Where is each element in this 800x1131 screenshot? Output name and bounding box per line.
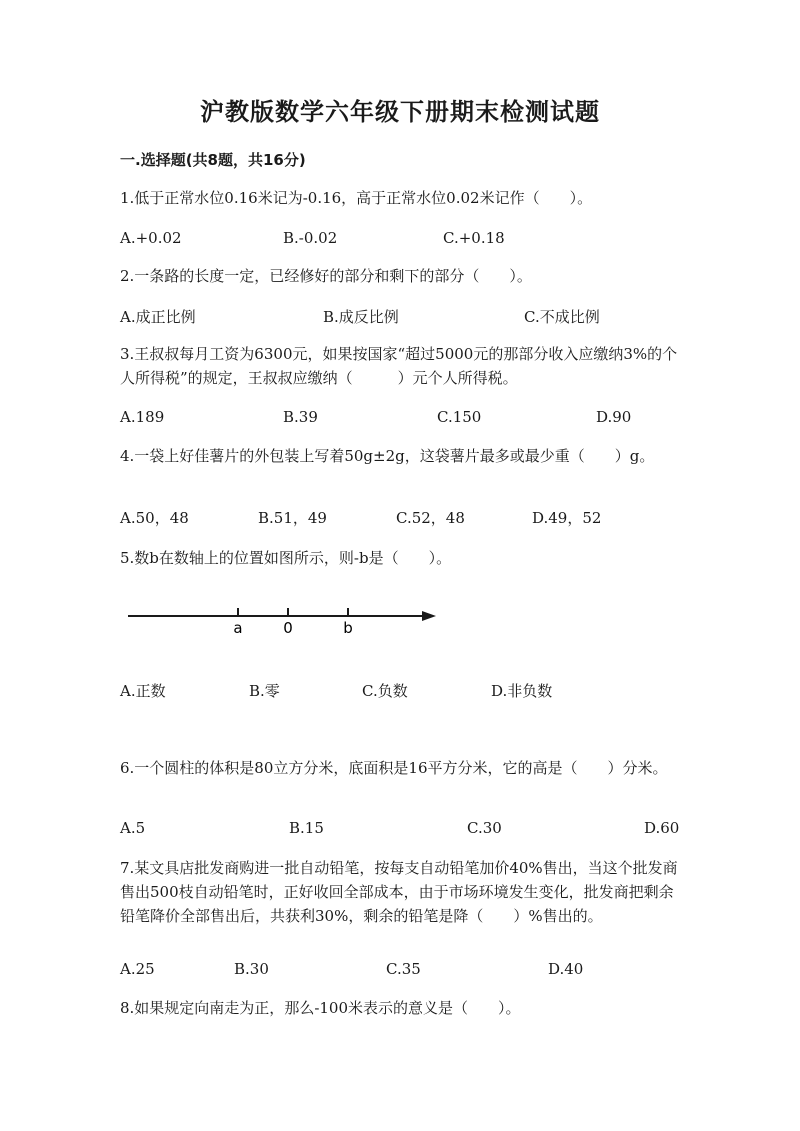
q6-option-a[interactable]: A.5 xyxy=(120,819,146,837)
q6-option-c[interactable]: C.30 xyxy=(467,819,502,837)
question-1: 1.低于正常水位0.16米记为-0.16，高于正常水位0.02米记作（ ）。 xyxy=(120,189,593,207)
q5-option-b[interactable]: B.零 xyxy=(249,682,280,700)
question-5: 5.数b在数轴上的位置如图所示，则-b是（ ）。 xyxy=(120,549,452,567)
q6-option-b[interactable]: B.15 xyxy=(289,819,324,837)
q3-option-c[interactable]: C.150 xyxy=(437,408,482,426)
q1-option-c[interactable]: C.+0.18 xyxy=(443,229,505,247)
number-line-figure xyxy=(120,598,450,640)
q7-option-a[interactable]: A.25 xyxy=(120,960,155,978)
q7-option-c[interactable]: C.35 xyxy=(386,960,421,978)
question-3: 3.王叔叔每月工资为6300元，如果按国家“超过5000元的那部分收入应缴纳3%的个人所得税”的规定，王叔叔应缴纳（ ）元个人所得税。 xyxy=(120,345,678,387)
q4-option-c[interactable]: C.52，48 xyxy=(396,509,465,527)
q2-option-c[interactable]: C.不成比例 xyxy=(524,308,600,326)
q7-option-d[interactable]: D.40 xyxy=(548,960,584,978)
question-7: 7.某文具店批发商购进一批自动铅笔，按每支自动铅笔加价40%售出，当这个批发商售出500枝自动铅笔时，正好收回全部成本，由于市场环境发生变化，批发商把剩余铅笔降价全部售出后，共获利30%，剩余的铅笔是降（ ）%售出的。 xyxy=(120,859,678,925)
q4-option-b[interactable]: B.51，49 xyxy=(258,509,327,527)
question-2: 2.一条路的长度一定，已经修好的部分和剩下的部分（ ）。 xyxy=(120,267,532,285)
q1-option-b[interactable]: B.-0.02 xyxy=(283,229,338,247)
q1-option-a[interactable]: A.+0.02 xyxy=(120,229,182,247)
label-zero: 0 xyxy=(283,619,293,637)
q7-option-b[interactable]: B.30 xyxy=(234,960,269,978)
question-4: 4.一袋上好佳薯片的外包装上写着50g±2g，这袋薯片最多或最少重（ ）g。 xyxy=(120,447,655,465)
question-6: 6.一个圆柱的体积是80立方分米，底面积是16平方分米，它的高是（ ）分米。 xyxy=(120,759,668,777)
page-title: 沪教版数学六年级下册期末检测试题 xyxy=(200,98,600,126)
q3-option-d[interactable]: D.90 xyxy=(596,408,632,426)
label-a: a xyxy=(233,619,243,637)
number-line-arrow xyxy=(422,611,436,621)
q6-option-d[interactable]: D.60 xyxy=(644,819,680,837)
section-heading: 一.选择题(共8题，共16分) xyxy=(120,151,306,169)
q2-option-a[interactable]: A.成正比例 xyxy=(120,308,196,326)
q5-option-c[interactable]: C.负数 xyxy=(362,682,408,700)
q4-option-d[interactable]: D.49，52 xyxy=(532,509,602,527)
q5-option-a[interactable]: A.正数 xyxy=(120,682,166,700)
q5-option-d[interactable]: D.非负数 xyxy=(491,682,553,700)
label-b: b xyxy=(343,619,353,637)
q3-option-a[interactable]: A.189 xyxy=(120,408,165,426)
q4-option-a[interactable]: A.50，48 xyxy=(120,509,189,527)
q2-option-b[interactable]: B.成反比例 xyxy=(323,308,399,326)
q3-option-b[interactable]: B.39 xyxy=(283,408,318,426)
question-8: 8.如果规定向南走为正，那么-100米表示的意义是（ ）。 xyxy=(120,999,521,1017)
